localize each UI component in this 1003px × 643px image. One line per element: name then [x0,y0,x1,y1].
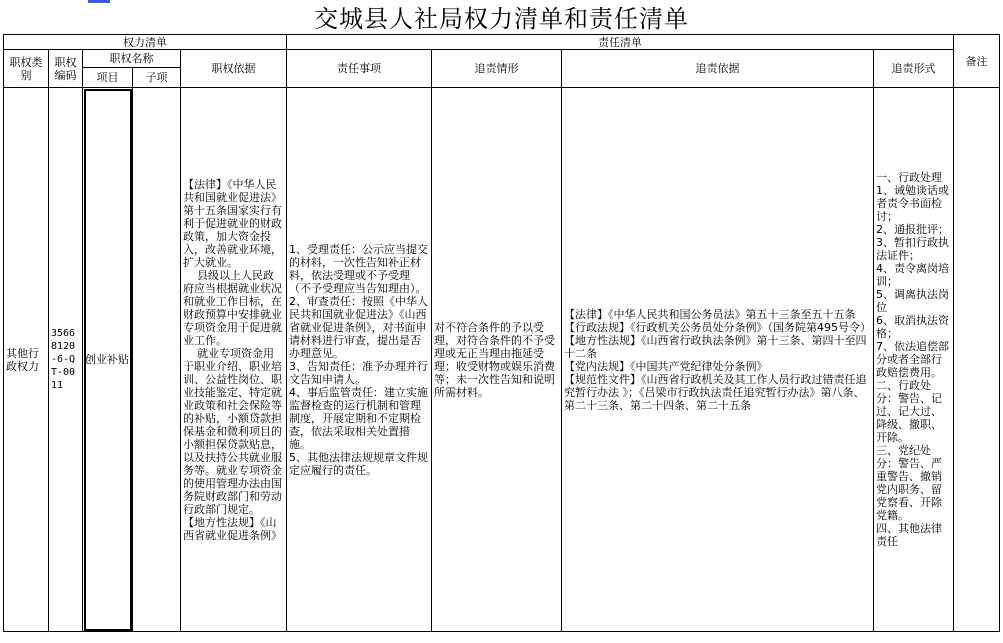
cell-accountability-form[interactable]: 一、行政处理 1、诫勉谈话或者责令书面检讨； 2、通报批评； 3、暂扣行政执法证件； 4、责令离岗培训； 5、调离执法岗位 6、取消执法资格； 7、依法追偿部分或者全部行政赔偿费用。 二、行政处分：警告、记过、记大过、降级、撤职、开除。 三、党纪处分：警告、严重警告、撤销党内职务、留党察看、开除党籍。 四、其他法律责任 [874,88,954,632]
cell-remarks[interactable] [954,88,1000,632]
header-accountability-form[interactable]: 追责形式 [874,50,954,88]
cell-accountability-cases[interactable]: 对不符合条件的予以受理，对符合条件的不予受理或无正当理由拖延受理；收受财物或娱乐消费等；未一次性告知和说明所需材料。 [432,88,562,632]
sheet-title: 交城县人社局权力清单和责任清单 [314,5,689,33]
cell-basis[interactable]: 【法律】《中华人民共和国就业促进法》 第十五条国家实行有利于促进就业的财政政策，加大资金投入，改善就业环境，扩大就业。 县级以上人民政府应当根据就业状况和就业工作目标，在财政预算中安排就业专项资金用于促进就业工作。 就业专项资金用于职业介绍、职业培训、公益性岗位、职业技能鉴定、特定就业政策和社会保险等的补贴，小额贷款担保基金和微利项目的小额担保贷款贴息，以及扶持公共就业服务等。就业专项资金的使用管理办法由国务院财政部门和劳动行政部门规定。 【地方性法规】《山西省就业促进条例》 [181,88,287,632]
header-duty-list[interactable]: 责任清单 [287,35,954,50]
header-accountability-cases[interactable]: 追责情形 [432,50,562,88]
cell-item[interactable]: 创业补贴 [83,88,133,632]
header-basis[interactable]: 职权依据 [181,50,287,88]
cell-accountability-basis[interactable]: 【法律】《中华人民共和国公务员法》第五十三条至五十五条 【行政法规】《行政机关公务员处分条例》（国务院第495号令） 【地方性法规】《山西省行政执法条例》第十三条、第四十至四十二条 【党内法规】《中国共产党纪律处分条例》 【规范性文件】《山西省行政机关及其工作人员行政过错责任追究暂行办法 》；《吕梁市行政执法责任追究暂行办法》第八条、第二十三条、第二十四条、第二十五条 [562,88,874,632]
power-duty-table [3,34,1000,632]
header-accountability-basis[interactable]: 追责依据 [562,50,874,88]
header-power-list[interactable]: 权力清单 [4,35,287,50]
selection-indicator [88,0,110,3]
cell-category[interactable]: 其他行政权力 [4,88,49,632]
cell-duty-items[interactable]: 1、受理责任：公示应当提交的材料，一次性告知补正材料，依法受理或不予受理（不予受理应当告知理由）。 2、审查责任：按照《中华人民共和国就业促进法》《山西省就业促进条例》，对书面申请材料进行审查，提出是否办理意见。 3、告知责任：准予办理并行文告知申请人。 4、事后监管责任：建立实施监督检查的运行机制和管理制度，开展定期和不定期检查，依法采取相关处置措施。 5、其他法律法规规章文件规定应履行的责任。 [287,88,432,632]
header-power-name[interactable]: 职权名称 [83,50,181,68]
header-code[interactable]: 职权编码 [49,50,83,88]
header-subitem[interactable]: 子项 [133,68,181,88]
header-remarks[interactable]: 备注 [954,35,1000,88]
cell-subitem[interactable] [133,88,181,632]
header-category[interactable]: 职权类别 [4,50,49,88]
header-item[interactable]: 项目 [83,68,133,88]
header-duty-items[interactable]: 责任事项 [287,50,432,88]
cell-code[interactable]: 35668120-6-QT-0011 [49,88,83,632]
